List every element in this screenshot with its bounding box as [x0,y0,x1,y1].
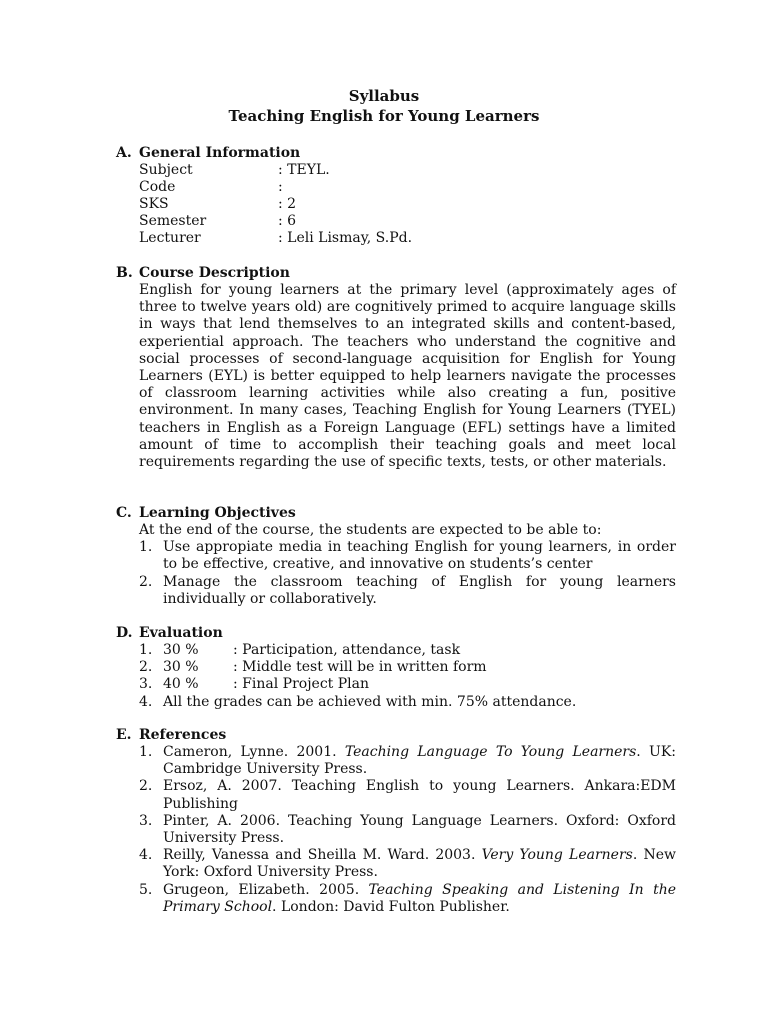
section-title: Course Description [139,265,290,281]
reference-text [163,813,676,847]
info-label: Code [139,179,176,195]
info-row-sks [139,196,676,213]
list-item [139,539,676,573]
objectives-body [139,522,676,608]
item-text: All the grades can be achieved with min. 75% attendance. [163,693,577,710]
list-item [139,574,676,608]
section-letter: A. [116,145,132,161]
item-number: 4. [139,693,153,710]
item-text: Manage the classroom teaching of English for young learners individually or collaboratively. [163,573,676,607]
info-row-semester [139,213,676,230]
section-references [116,727,676,916]
info-table [139,162,676,247]
reference-publisher: . New York: Oxford University Press. [163,847,676,881]
item-number: 3. [139,676,153,693]
reference-item [139,882,676,916]
list-item [139,676,676,693]
item-number: 4. [139,847,153,864]
section-title: Learning Objectives [139,505,296,521]
references-body [139,744,676,916]
section-letter: D. [116,625,133,641]
section-course-description [116,265,676,471]
item-number: 1. [139,539,153,556]
section-title: General Information [139,145,301,161]
reference-author: Pinter, A. 2006. Teaching Young Language Learners. Oxford: Oxford University Press. [163,812,676,847]
section-heading [116,145,676,162]
reference-item [139,813,676,847]
info-row-lecturer [139,230,676,247]
item-text: : Final Project Plan [233,676,369,693]
references-list [139,744,676,916]
evaluation-percentage: 30 % [163,659,199,676]
reference-title: Teaching Language To Young Learners [344,744,637,760]
info-label: Subject [139,162,193,178]
objectives-intro: At the end of the course, the students are expected to be able to: [139,522,602,538]
item-number: 5. [139,881,153,898]
info-label: Lecturer [139,230,201,246]
section-letter: B. [116,265,133,281]
reference-item [139,744,676,778]
section-heading [116,505,676,522]
item-number: 3. [139,812,153,829]
reference-author: Reilly, Vanessa and Sheilla M. Ward. 2003. [163,847,482,864]
reference-text [163,882,676,916]
item-number: 2. [139,659,153,676]
section-letter: E. [116,727,132,743]
evaluation-percentage: 40 % [163,676,199,693]
reference-publisher: . London: David Fulton Publisher. [272,898,510,915]
reference-author: Ersoz, A. 2007. Teaching English to young Learners. Ankara:EDM Publishing [163,778,676,812]
reference-text [163,847,676,881]
evaluation-body [139,642,676,711]
reference-item [139,847,676,881]
reference-publisher: . UK: Cambridge University Press. [163,744,676,778]
list-item [139,694,676,711]
reference-text [163,778,676,812]
list-item [139,659,676,676]
item-number: 2. [139,778,153,795]
info-label: Semester [139,213,207,229]
info-value: : Leli Lismay, S.Pd. [278,230,413,246]
reference-title: Teaching Speaking and Listening In the Primary School [163,881,676,915]
reference-author: Grugeon, Elizabeth. 2005. [163,881,369,898]
info-value: : 6 [278,213,297,229]
info-value: : [278,179,283,195]
reference-text [163,744,676,778]
section-letter: C. [116,505,132,521]
section-general-information [116,145,676,247]
evaluation-percentage: 30 % [163,642,199,658]
title-block [0,87,768,126]
info-value: : 2 [278,196,297,212]
item-text: : Participation, attendance, task [233,642,461,658]
page-subtitle: Teaching English for Young Learners [228,107,540,125]
item-number: 1. [139,642,153,658]
section-title: References [139,727,227,743]
item-number: 2. [139,573,153,590]
evaluation-list [139,642,676,711]
list-item [139,642,676,659]
info-row-code [139,179,676,196]
reference-author: Cameron, Lynne. 2001. [163,744,345,760]
section-evaluation [116,625,676,711]
section-heading [116,625,676,642]
course-description-text: English for young learners at the primary level (approximately ages of three to twelve years old) are cognitively primed to acquire language skills in ways that lend themselves to an integrated skills and content-based, experiential approach. The teachers who understand the cognitive and social processes of second-language acquisition for English for Young Learners (EYL) is better equipped to help learners navigate the processes of classroom learning activities while also creating a fun, positive environment. In many cases, Teaching English for Young Learners (TYEL) teachers in English as a Foreign Language (EFL) settings have a limited amount of time to accomplish their teaching goals and meet local requirements regarding the use of specific texts, tests, or other materials. [139,282,676,471]
info-row-subject [139,162,676,179]
reference-item [139,778,676,812]
item-text: Use appropiate media in teaching English for young learners, in order to be effective, creative, and innovative on students’s center [163,539,676,573]
item-number: 1. [139,744,153,760]
page-title: Syllabus [348,87,420,105]
section-title: Evaluation [139,625,223,641]
objectives-list [139,539,676,608]
item-text: : Middle test will be in written form [233,659,487,676]
section-learning-objectives [116,505,676,608]
info-label: SKS [139,196,169,212]
reference-title: Very Young Learners [481,847,633,864]
section-heading [116,265,676,282]
section-heading [116,727,676,744]
info-value: : TEYL. [278,162,330,178]
